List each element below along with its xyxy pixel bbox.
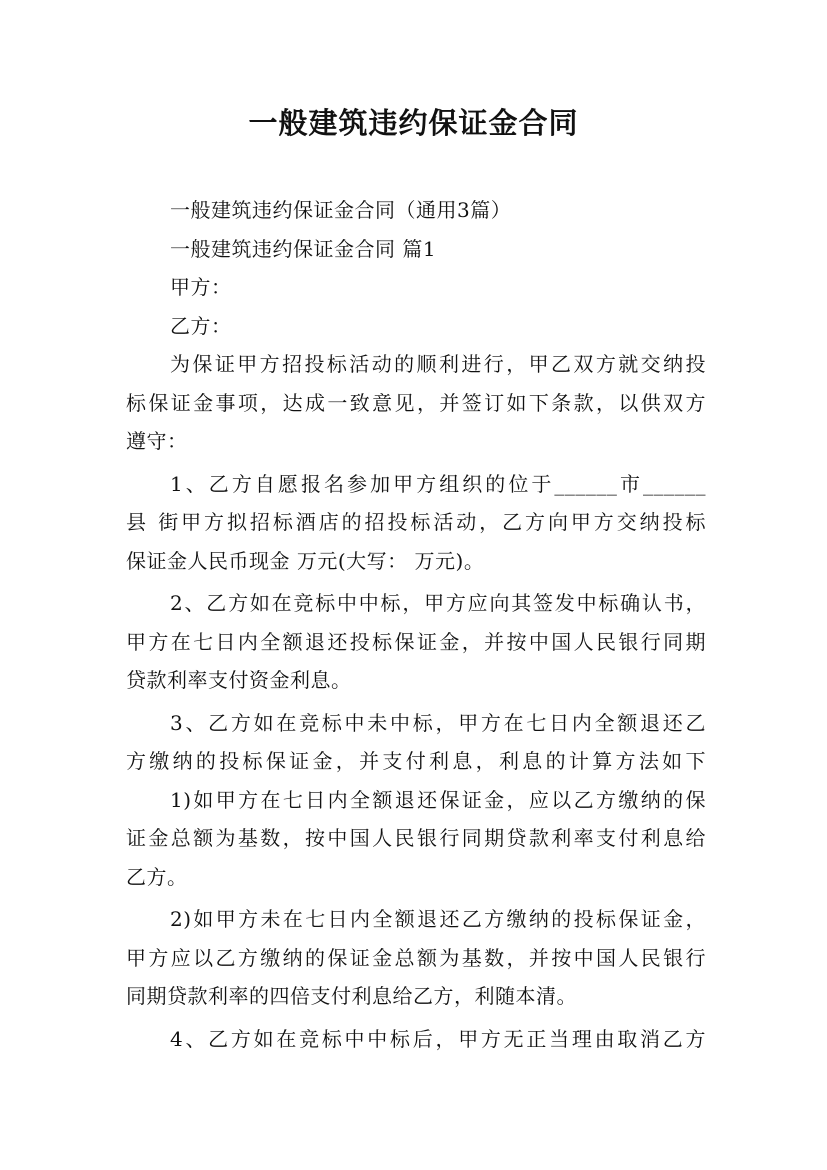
clause-2-line-1: 2、乙方如在竞标中中标，甲方应向其签发中标确认书， (170, 591, 706, 615)
clause-3-line-2: 方缴纳的投标保证金，并支付利息，利息的计算方法如下 (126, 749, 706, 773)
document-body (126, 191, 706, 1058)
paragraph-intro-line-1: 为保证甲方招投标活动的顺利进行，甲乙双方就交纳投 (170, 352, 706, 376)
document-title: 一般建筑违约保证金合同 (248, 106, 579, 140)
clause-1-line-2: 县 街甲方拟招标酒店的招投标活动，乙方向甲方交纳投标 (126, 510, 706, 534)
clause-3-1-line-1: 1)如甲方在七日内全额退还保证金，应以乙方缴纳的保 (170, 787, 706, 812)
clause-2-line-2: 甲方在七日内全额退还投标保证金，并按中国人民银行同期 (126, 629, 706, 654)
clause-1-line-1: 1、乙方自愿报名参加甲方组织的位于______市______ (170, 471, 706, 496)
party-a-label: 甲方： (170, 275, 232, 299)
clause-3-1-line-3: 乙方。 (126, 864, 188, 889)
paragraph-intro-line-2: 标保证金事项，达成一致意见，并签订如下条款，以供双方 (126, 390, 706, 415)
clause-3-1-line-2: 证金总额为基数，按中国人民银行同期贷款利率支付利息给 (126, 826, 706, 850)
clause-2-line-3: 贷款利率支付资金利息。 (126, 668, 352, 692)
clause-4-line-1: 4、乙方如在竞标中中标后，甲方无正当理由取消乙方 (170, 1026, 706, 1051)
subtitle-line: 一般建筑违约保证金合同（通用3篇） (170, 198, 512, 222)
clause-3-2-line-1: 2)如甲方未在七日内全额退还乙方缴纳的投标保证金， (170, 907, 706, 931)
paragraph-intro-line-3: 遵守： (126, 429, 188, 453)
clause-3-2-line-2: 甲方应以乙方缴纳的保证金总额为基数，并按中国人民银行 (126, 945, 706, 970)
party-b-label: 乙方： (170, 313, 232, 338)
clause-3-line-1: 3、乙方如在竞标中未中标，甲方在七日内全额退还乙 (170, 710, 706, 735)
clause-1-line-3: 保证金人民币现金 万元(大写： 万元)。 (126, 548, 485, 573)
clause-3-2-line-3: 同期贷款利率的四倍支付利息给乙方，利随本清。 (126, 984, 577, 1008)
section-heading: 一般建筑违约保证金合同 篇1 (170, 236, 437, 261)
